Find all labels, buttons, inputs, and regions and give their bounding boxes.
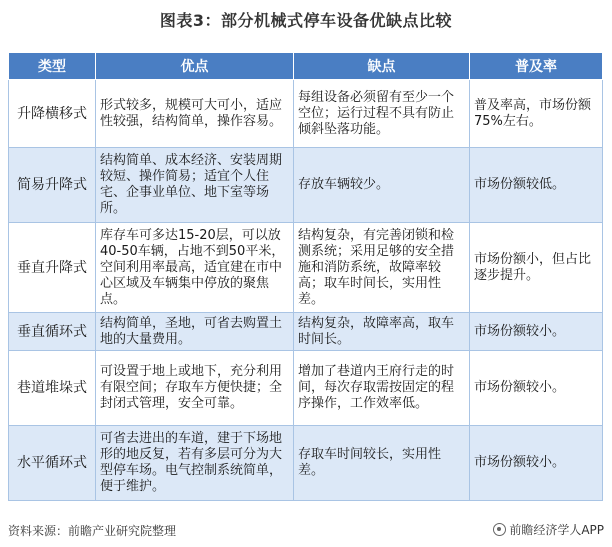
- cell-rate: 市场份额小，但占比逐步提升。: [470, 223, 603, 313]
- brand-text: 前瞻经济学人APP: [509, 523, 604, 537]
- cell-pros: 结构简单、成本经济、安装周期较短、操作简易；适宜个人住宅、企事业单位、地下室等场所。: [96, 148, 294, 223]
- cell-cons: 每组设备必须留有至少一个空位；运行过程不具有防止倾斜坠落功能。: [294, 80, 470, 148]
- table-row: [9, 313, 603, 351]
- chart-title: 图表3：部分机械式停车设备优缺点比较: [159, 11, 453, 30]
- table-row: [9, 351, 603, 426]
- brand-logo-icon: [493, 523, 506, 536]
- cell-cons: 增加了巷道内王府行走的时间，每次存取需按固定的程序操作，工作效率低。: [294, 351, 470, 426]
- cell-type: 巷道堆垛式: [9, 351, 96, 426]
- table-row: [9, 80, 603, 148]
- table-row: [9, 148, 603, 223]
- header-rate: 普及率: [470, 53, 603, 80]
- table-row: [9, 223, 603, 313]
- table-row: [9, 426, 603, 501]
- comparison-table: [8, 52, 603, 501]
- table-header-row: [9, 53, 603, 80]
- cell-pros: 库存车可多达15-20层，可以放40-50车辆，占地不到50平米，空间利用率最高，适宜建在市中心区域及车辆集中停放的聚焦点。: [96, 223, 294, 313]
- cell-cons: 存取车时间较长，实用性差。: [294, 426, 470, 501]
- cell-rate: 普及率高，市场份额75%左右。: [470, 80, 603, 148]
- header-cons: 缺点: [294, 53, 470, 80]
- cell-cons: 结构复杂，故障率高，取车时间长。: [294, 313, 470, 351]
- cell-pros: 结构简单，圣地，可省去购置土地的大量费用。: [96, 313, 294, 351]
- cell-type: 水平循环式: [9, 426, 96, 501]
- cell-type: 简易升降式: [9, 148, 96, 223]
- source-note: 资料来源：前瞻产业研究院整理: [8, 524, 177, 538]
- header-type: 类型: [9, 53, 96, 80]
- cell-type: 垂直升降式: [9, 223, 96, 313]
- cell-rate: 市场份额较小。: [470, 313, 603, 351]
- cell-pros: 形式较多，规模可大可小，适应性较强，结构简单，操作容易。: [96, 80, 294, 148]
- cell-cons: 存放车辆较少。: [294, 148, 470, 223]
- cell-type: 垂直循环式: [9, 313, 96, 351]
- cell-type: 升降横移式: [9, 80, 96, 148]
- brand-label: [493, 521, 604, 538]
- header-pros: 优点: [96, 53, 294, 80]
- cell-pros: 可省去进出的车道，建于下场地形的地反复，若有多层可分为大型停车场。电气控制系统简单，便于维护。: [96, 426, 294, 501]
- cell-rate: 市场份额较小。: [470, 426, 603, 501]
- cell-cons: 结构复杂，有完善闭锁和检测系统；采用足够的安全措施和消防系统，故障率较高；取车时间长，实用性差。: [294, 223, 470, 313]
- cell-rate: 市场份额较小。: [470, 351, 603, 426]
- cell-pros: 可设置于地上或地下，充分利用有限空间；存取车方便快捷；全封闭式管理，安全可靠。: [96, 351, 294, 426]
- cell-rate: 市场份额较低。: [470, 148, 603, 223]
